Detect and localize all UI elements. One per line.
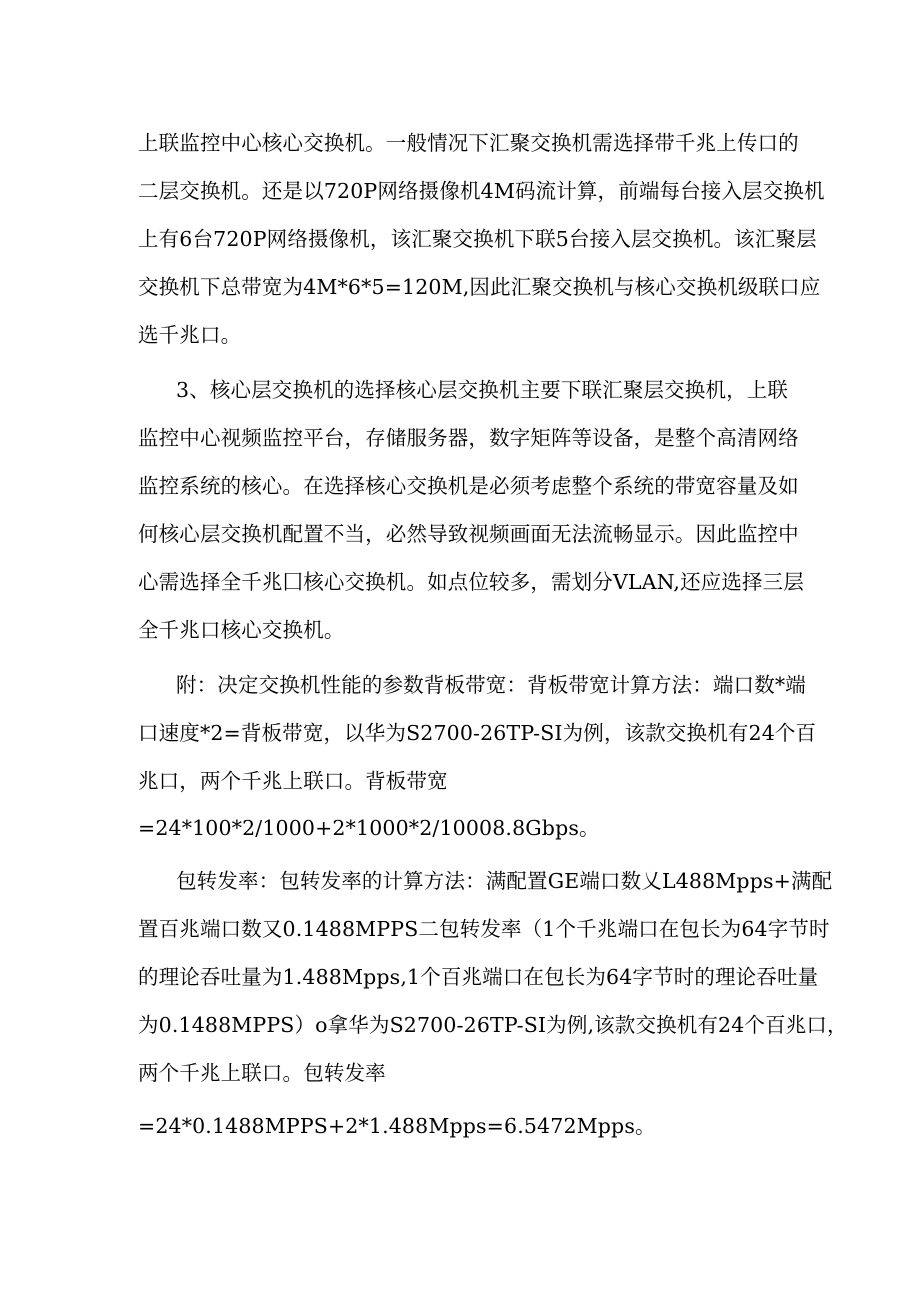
text-line: 二层交换机。还是以720P网络摄像机4M码流计算，前端每台接入层交换机 [138,179,825,203]
text-line: 口速度*2=背板带宽，以华为S2700-26TP-SI为例，该款交换机有24个百 [138,721,817,745]
text-line: 为0.1488MPPS）o拿华为S2700-26TP-SI为例,该款交换机有24个百兆口， [138,1013,848,1037]
text-line: 两个千兆上联口。包转发率 [138,1061,386,1085]
text-line: 置百兆端口数又0.1488MPPS二包转发率（1个千兆端口在包长为64字节时 [138,917,830,941]
text-line: 监控中心视频监控平台，存储服务器，数字矩阵等设备，是整个高清网络 [138,426,799,450]
text-line: 全千兆口核心交换机。 [138,618,345,642]
text-line: 上联监控中心核心交换机。一般情况下汇聚交换机需选择带千兆上传口的 [138,131,799,155]
text-line: 兆口，两个千兆上联口。背板带宽 [138,769,448,793]
text-line: =24*100*2/1000+2*1000*2/10008.8Gbps。 [138,816,600,840]
text-line: 选千兆口。 [138,323,242,347]
text-line: 附：决定交换机性能的参数背板带宽：背板带宽计算方法：端口数*端 [176,673,806,697]
text-line: 何核心层交换机配置不当，必然导致视频画面无法流畅显示。因此监控中 [138,522,799,546]
text-line: 心需选择全千兆囗核心交换机。如点位较多，需划分VLAN,还应选择三层 [138,570,804,594]
text-line: 3、核心层交换机的选择核心层交换机主要下联汇聚层交换机，上联 [176,378,789,402]
text-line: 交换机下总带宽为4M*6*5=120M,因此汇聚交换机与核心交换机级联口应 [138,275,821,299]
text-line: 监控系统的核心。在选择核心交换机是必须考虑整个系统的带宽容量及如 [138,474,799,498]
text-line: 的理论吞吐量为1.488Mpps,1个百兆端口在包长为64字节时的理论吞吐量 [138,965,819,989]
text-line: 包转发率：包转发率的计算方法：满配置GE端口数乂L488Mpps+满配 [176,869,833,893]
text-line: =24*0.1488MPPS+2*1.488Mpps=6.5472Mpps。 [138,1114,656,1138]
text-line: 上有6台720P网络摄像机，该汇聚交换机下联5台接入层交换机。该汇聚层 [138,227,817,251]
